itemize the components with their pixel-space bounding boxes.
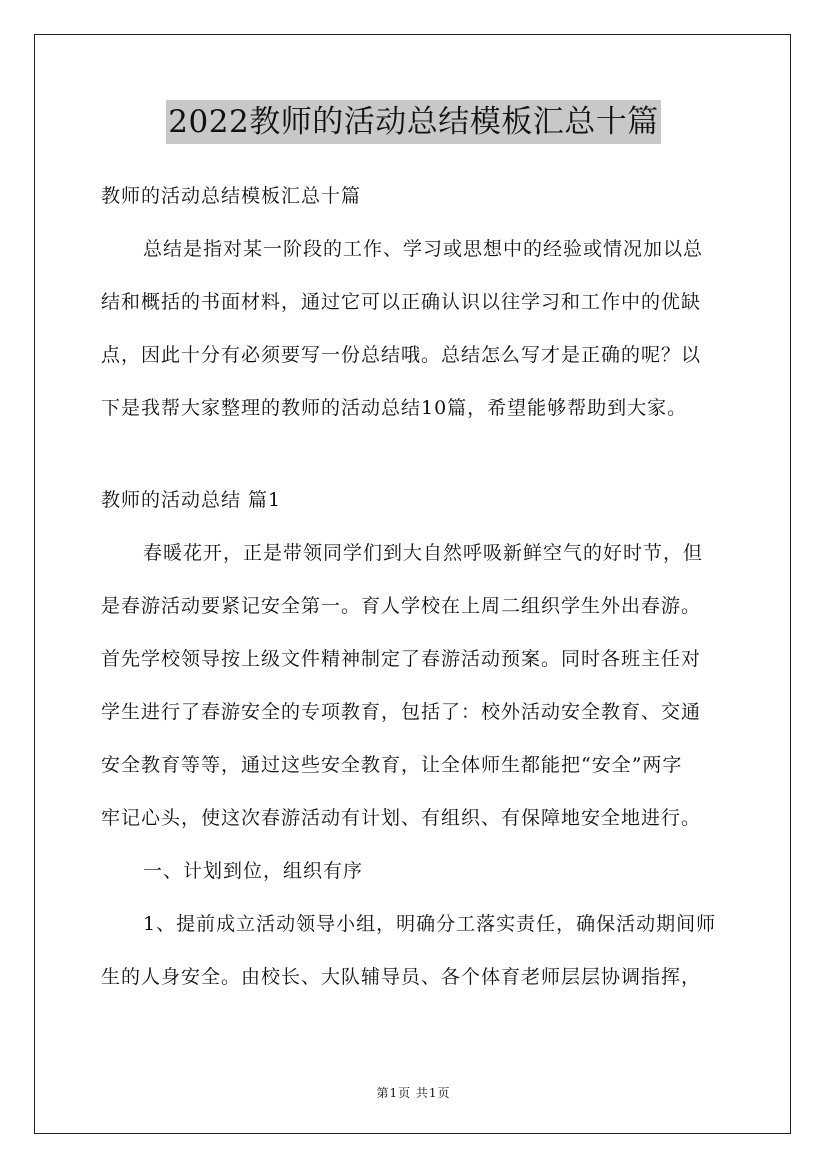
intro-line-1: 总结是指对某一阶段的工作、学习或思想中的经验或情况加以总 xyxy=(143,238,704,260)
section1-line-3: 首先学校领导按上级文件精神制定了春游活动预案。同时各班主任对 xyxy=(101,648,702,670)
section1-line-5: 安全教育等等，通过这些安全教育，让全体师生都能把“安全”两字 xyxy=(101,754,683,776)
section1-line-4: 学生进行了春游安全的专项教育，包括了：校外活动安全教育、交通 xyxy=(101,701,702,723)
intro-line-3: 点，因此十分有必须要写一份总结哦。总结怎么写才是正确的呢？以 xyxy=(101,344,702,366)
section1-heading: 教师的活动总结 篇1 xyxy=(101,489,282,511)
section1-line-2: 是春游活动要紧记安全第一。育人学校在上周二组织学生外出春游。 xyxy=(101,595,702,617)
paragraph-gap xyxy=(101,435,727,474)
section1-line-1: 春暖花开，正是带领同学们到大自然呼吸新鲜空气的好时节，但 xyxy=(143,542,704,564)
document-title: 2022教师的活动总结模板汇总十篇 xyxy=(166,100,660,144)
subheading-1: 一、计划到位，组织有序 xyxy=(143,860,364,882)
document-body xyxy=(101,170,727,1004)
page-footer: 第1页 共1页 xyxy=(376,1086,451,1100)
intro-line-4: 下是我帮大家整理的教师的活动总结10篇，希望能够帮助到大家。 xyxy=(101,397,688,419)
item1-line-1: 1、提前成立活动领导小组，明确分工落实责任，确保活动期间师 xyxy=(143,913,717,935)
document-title-wrap xyxy=(0,100,827,144)
section1-line-6: 牢记心头，使这次春游活动有计划、有组织、有保障地安全地进行。 xyxy=(101,807,702,829)
intro-line-2: 结和概括的书面材料，通过它可以正确认识以往学习和工作中的优缺 xyxy=(101,291,702,313)
item1-line-2: 生的人身安全。由校长、大队辅导员、各个体育老师层层协调指挥， xyxy=(101,966,702,988)
intro-heading: 教师的活动总结模板汇总十篇 xyxy=(101,185,362,207)
